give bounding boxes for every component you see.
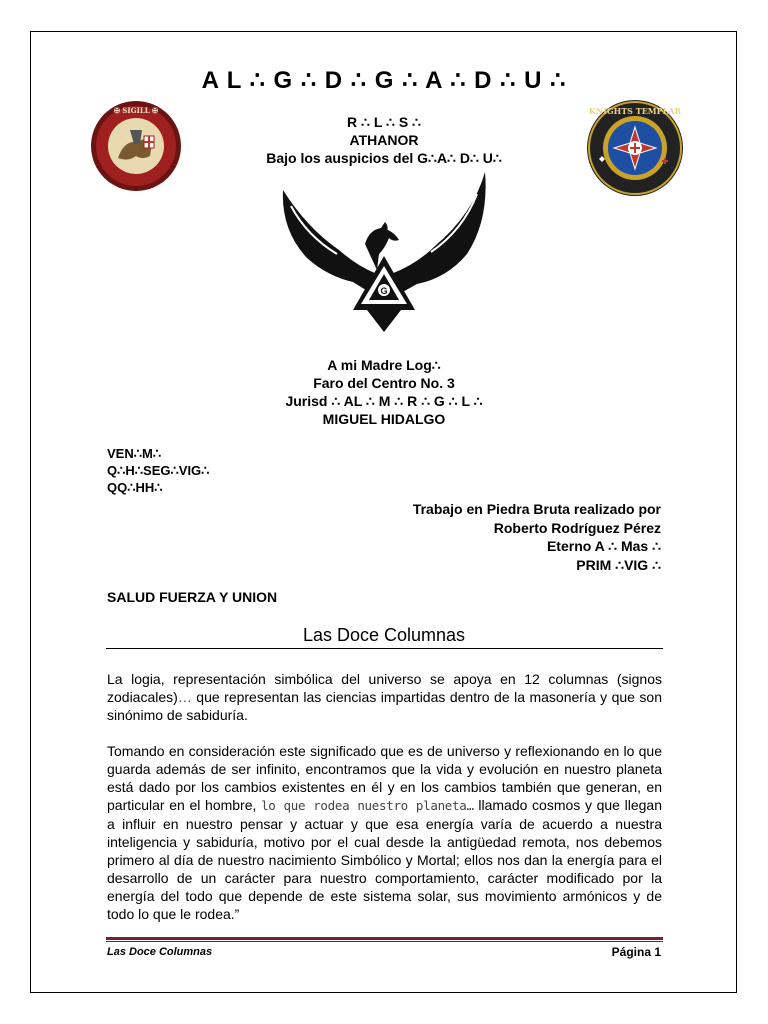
author-line-1: Trabajo en Piedra Bruta realizado por — [412, 501, 661, 517]
mother-lodge-line-2: Faro del Centro No. 3 — [313, 375, 455, 391]
svg-text:✠ SIGILL ✠: ✠ SIGILL ✠ — [113, 106, 159, 115]
knights-templar-seal-icon — [90, 100, 182, 192]
author-block — [413, 500, 661, 574]
svg-text:G: G — [380, 286, 388, 296]
mother-lodge-line-1: A mi Madre Log∴ — [327, 357, 441, 373]
footer-rule-thick — [106, 937, 663, 940]
lodge-name: ATHANOR — [349, 132, 419, 148]
lodge-line-1: R ∴ L ∴ S ∴ — [347, 114, 421, 130]
mother-lodge-block — [0, 356, 768, 428]
lodge-auspices: Bajo los auspicios del G∴A∴ D∴ U∴ — [266, 150, 502, 166]
title-rule — [106, 648, 663, 649]
masonic-eagle-icon — [277, 170, 491, 332]
officer-line-2: Q∴H∴SEG∴VIG∴ — [107, 463, 210, 478]
paragraph-2-inline-quote: lo que rodea nuestro planeta… — [261, 798, 474, 813]
officer-line-1: VEN∴M∴ — [107, 446, 162, 461]
salutation: SALUD FUERZA Y UNION — [107, 589, 278, 605]
footer-page-number: Página 1 — [611, 945, 661, 959]
footer-document-title: Las Doce Columnas — [107, 946, 213, 958]
paragraph-1-ellipsis: … — [177, 689, 192, 705]
paragraph-1 — [107, 670, 662, 724]
paragraph-2 — [107, 742, 662, 923]
author-office: PRIM ∴VIG ∴ — [576, 556, 661, 573]
knights-templar-emblem-icon — [586, 99, 684, 197]
author-degree: Eterno A ∴ Mas ∴ — [546, 538, 661, 554]
paragraph-1-text-a: La logia, representación simbólica del universo se apoya en 12 columnas (signos zodiacales) — [107, 671, 662, 705]
footer-rule-thin — [106, 941, 663, 942]
paragraph-1-text-b: que representan las ciencias impartidas dentro de la masonería y que son sinónimo de sabiduría. — [107, 689, 662, 723]
header-title: A L ∴ G ∴ D ∴ G ∴ A ∴ D ∴ U ∴ — [201, 67, 567, 94]
paragraph-2-text-a: Tomando en consideración este significado que es de universo y reflexionando en lo que guarda además de ser infinito, encontramos que la vida y evolución en nuestro planeta está dado por los cambios existentes en él y en los cambios también que generan, en particular en el hombre, — [107, 743, 662, 813]
mother-lodge-line-3: Jurisd ∴ AL ∴ M ∴ R ∴ G ∴ L ∴ — [285, 393, 483, 409]
paragraph-2-text-b: llamado cosmos y que llegan a influir en nuestro pensar y actuar y que esa energía varía de acuerdo a nuestra inteligencia y sabiduría, motivo por el cual desde la antigüedad remota, nos debemos primero al día de nuestro nacimiento Simbólico y Mortal; ellos nos dan la energía para el desarrollo de un carácter para nuestro comportamiento, carácter modificado por la energía del todo que depende de este sistema solar, sus movimiento armónicos y de todo lo que le rodea.” — [107, 797, 663, 922]
officer-line-3: QQ∴HH∴ — [107, 480, 163, 495]
author-name: Roberto Rodríguez Pérez — [493, 519, 661, 536]
emblem-ring-text: KNIGHTS TEMPLAR — [588, 106, 682, 116]
section-title: Las Doce Columnas — [302, 625, 466, 645]
mother-lodge-line-4: MIGUEL HIDALGO — [322, 411, 446, 427]
officers-block — [107, 445, 209, 496]
